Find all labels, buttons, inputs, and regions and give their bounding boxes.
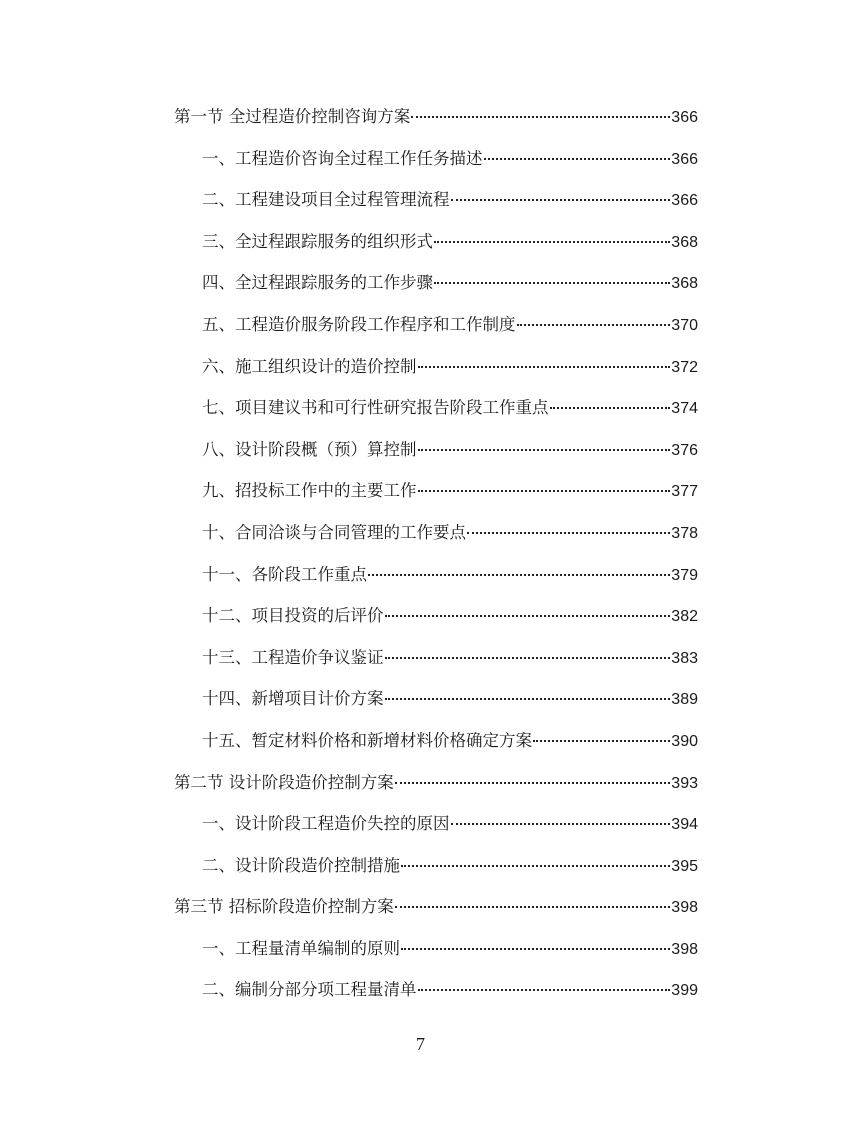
dot-leader (434, 240, 670, 243)
toc-entry-label: 六、施工组织设计的造价控制 (202, 356, 417, 376)
toc-entry-label: 四、全过程跟踪服务的工作步骤 (202, 273, 433, 293)
dot-leader (517, 323, 671, 326)
toc-entry[interactable] (174, 766, 698, 808)
dot-leader (484, 157, 671, 160)
toc-entry-page: 370 (671, 316, 698, 334)
toc-entry-label: 十五、暂定材料价格和新增材料价格确定方案 (202, 730, 532, 750)
dot-leader (418, 365, 671, 368)
toc-entry[interactable] (174, 973, 698, 1015)
toc-entry-page: 394 (671, 816, 698, 834)
dot-leader (368, 573, 670, 576)
toc-entry-label: 八、设计阶段概（预）算控制 (202, 439, 417, 459)
toc-entry[interactable] (174, 225, 698, 267)
toc-entry[interactable] (174, 516, 698, 558)
toc-entry-label: 一、设计阶段工程造价失控的原因 (202, 814, 450, 834)
toc-entry-label: 一、工程造价咨询全过程工作任务描述 (202, 148, 483, 168)
toc-entry-label: 一、工程量清单编制的原则 (202, 938, 400, 958)
toc-entry[interactable] (174, 142, 698, 184)
toc-entry-page: 366 (671, 150, 698, 168)
toc-entry-page: 368 (671, 233, 698, 251)
toc-entry[interactable] (174, 183, 698, 225)
toc-entry-page: 372 (671, 358, 698, 376)
toc-entry-page: 377 (671, 483, 698, 501)
toc-entry-page: 382 (671, 608, 698, 626)
page-number: 7 (416, 1034, 425, 1054)
toc-entry-page: 393 (671, 774, 698, 792)
toc-entry[interactable] (174, 474, 698, 516)
toc-entry-label: 十二、项目投资的后评价 (202, 606, 384, 626)
dot-leader (385, 656, 671, 659)
dot-leader (395, 781, 671, 784)
toc-entry-label: 十四、新增项目计价方案 (202, 689, 384, 709)
toc-entry[interactable] (174, 682, 698, 724)
toc-entry-label: 第三节 招标阶段造价控制方案 (174, 897, 394, 917)
toc-entry[interactable] (174, 350, 698, 392)
dot-leader (418, 988, 671, 991)
toc-entry[interactable] (174, 890, 698, 932)
toc-entry[interactable] (174, 932, 698, 974)
table-of-contents (174, 100, 698, 1015)
toc-entry[interactable] (174, 308, 698, 350)
dot-leader (418, 448, 671, 451)
toc-entry[interactable] (174, 100, 698, 142)
toc-entry-page: 390 (671, 732, 698, 750)
toc-entry-page: 379 (671, 566, 698, 584)
toc-entry-page: 399 (671, 982, 698, 1000)
dot-leader (451, 822, 671, 825)
toc-entry-label: 二、工程建设项目全过程管理流程 (202, 190, 450, 210)
toc-entry-label: 十三、工程造价争议鉴证 (202, 647, 384, 667)
toc-entry-label: 十、合同洽谈与合同管理的工作要点 (202, 522, 466, 542)
toc-entry-label: 五、工程造价服务阶段工作程序和工作制度 (202, 314, 516, 334)
toc-entry-page: 366 (671, 109, 698, 126)
toc-entry-page: 366 (671, 192, 698, 210)
dot-leader (401, 864, 670, 867)
toc-entry-page: 398 (671, 899, 698, 917)
toc-entry[interactable] (174, 558, 698, 600)
toc-entry-page: 374 (671, 400, 698, 418)
toc-entry[interactable] (174, 849, 698, 891)
dot-leader (385, 697, 671, 700)
toc-entry[interactable] (174, 433, 698, 475)
toc-entry-page: 389 (671, 691, 698, 709)
toc-entry-label: 九、招投标工作中的主要工作 (202, 481, 417, 501)
toc-entry-page: 378 (671, 524, 698, 542)
dot-leader (434, 281, 670, 284)
dot-leader (401, 947, 670, 950)
toc-entry-label: 第一节 全过程造价控制咨询方案 (174, 107, 411, 126)
dot-leader (385, 614, 671, 617)
dot-leader (451, 198, 671, 201)
dot-leader (550, 406, 671, 409)
toc-entry-label: 三、全过程跟踪服务的组织形式 (202, 231, 433, 251)
dot-leader (395, 905, 671, 908)
toc-entry-label: 二、设计阶段造价控制措施 (202, 855, 400, 875)
toc-entry[interactable] (174, 266, 698, 308)
dot-leader (533, 739, 670, 742)
toc-entry[interactable] (174, 807, 698, 849)
toc-entry[interactable] (174, 724, 698, 766)
toc-entry-page: 398 (671, 940, 698, 958)
toc-entry-label: 二、编制分部分项工程量清单 (202, 980, 417, 1000)
toc-entry-page: 368 (671, 275, 698, 293)
dot-leader (467, 531, 670, 534)
toc-entry-page: 376 (671, 441, 698, 459)
toc-entry-label: 第二节 设计阶段造价控制方案 (174, 772, 394, 792)
toc-entry[interactable] (174, 641, 698, 683)
toc-entry-page: 383 (671, 649, 698, 667)
toc-entry-label: 七、项目建议书和可行性研究报告阶段工作重点 (202, 398, 549, 418)
dot-leader (418, 489, 671, 492)
toc-entry[interactable] (174, 599, 698, 641)
toc-entry[interactable] (174, 391, 698, 433)
toc-entry-label: 十一、各阶段工作重点 (202, 564, 367, 584)
dot-leader (411, 115, 670, 118)
toc-entry-page: 395 (671, 857, 698, 875)
